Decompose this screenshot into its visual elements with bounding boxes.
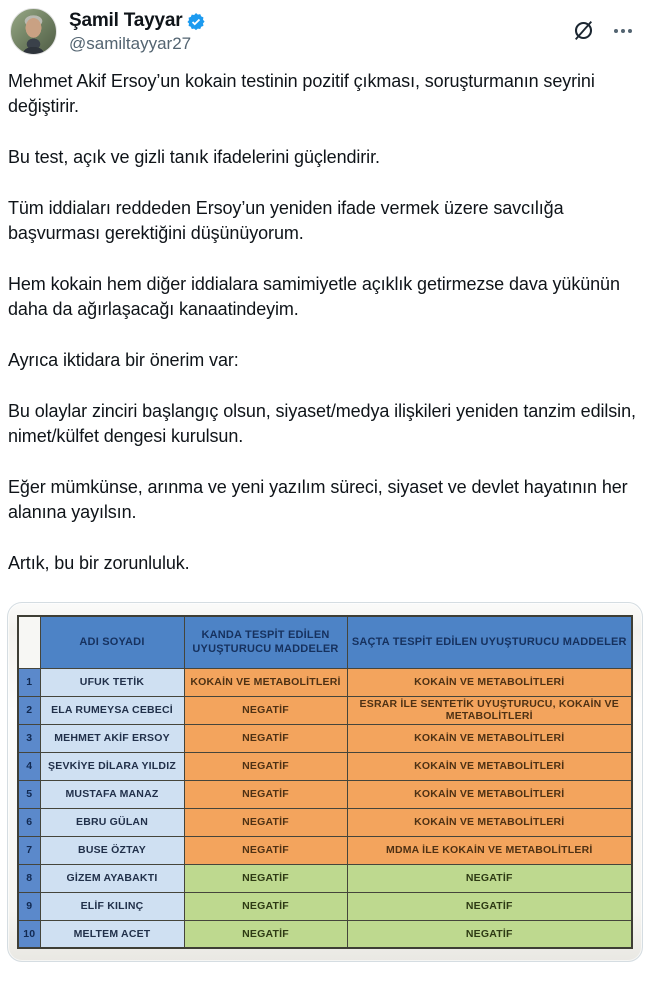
table-row [18, 836, 632, 864]
column-header-blood: KANDA TESPİT EDİLEN UYUŞTURUCU MADDELER [184, 616, 347, 668]
blood-result-cell: NEGATİF [184, 892, 347, 920]
tweet-media-image[interactable] [7, 602, 643, 962]
grok-actions-icon[interactable] [571, 18, 596, 43]
blood-result-cell: NEGATİF [184, 836, 347, 864]
person-name-cell: BUSE ÖZTAY [40, 836, 184, 864]
verified-badge-icon [186, 12, 206, 32]
tweet-paragraph: Bu test, açık ve gizli tanık ifadelerini güçlendirir. [8, 147, 380, 167]
table-row [18, 752, 632, 780]
column-header-name: ADI SOYADI [40, 616, 184, 668]
hair-result-cell: NEGATİF [347, 920, 632, 948]
header-actions [571, 8, 640, 43]
table-row [18, 892, 632, 920]
hair-result-cell: MDMA İLE KOKAİN VE METABOLİTLERİ [347, 836, 632, 864]
hair-result-cell: KOKAİN VE METABOLİTLERİ [347, 724, 632, 752]
tweet-paragraph: Bu olaylar zinciri başlangıç olsun, siyaset/medya ilişkileri yeniden tanzim edilsin, nimet/külfet dengesi kurulsun. [8, 401, 636, 446]
person-name-cell: EBRU GÜLAN [40, 808, 184, 836]
row-number-cell: 5 [18, 780, 40, 808]
column-header-hair: SAÇTA TESPİT EDİLEN UYUŞTURUCU MADDELER [347, 616, 632, 668]
blood-result-cell: KOKAİN VE METABOLİTLERİ [184, 668, 347, 696]
person-name-cell: UFUK TETİK [40, 668, 184, 696]
hair-result-cell: ESRAR İLE SENTETİK UYUŞTURUCU, KOKAİN VE METABOLİTLERİ [347, 696, 632, 724]
table-row [18, 696, 632, 724]
row-number-cell: 9 [18, 892, 40, 920]
blood-result-cell: NEGATİF [184, 780, 347, 808]
tweet-paragraph: Artık, bu bir zorunluluk. [8, 553, 190, 573]
hair-result-cell: NEGATİF [347, 864, 632, 892]
hair-result-cell: KOKAİN VE METABOLİTLERİ [347, 780, 632, 808]
tweet-paragraph: Tüm iddiaları reddeden Ersoy’un yeniden ifade vermek üzere savcılığa başvurması gerektiğini düşünüyorum. [8, 198, 564, 243]
table-header-row [18, 616, 632, 668]
display-name[interactable]: Şamil Tayyar [69, 10, 183, 31]
blood-result-cell: NEGATİF [184, 696, 347, 724]
more-options-icon[interactable] [614, 29, 632, 33]
row-number-cell: 2 [18, 696, 40, 724]
person-name-cell: GİZEM AYABAKTI [40, 864, 184, 892]
person-name-cell: ŞEVKİYE DİLARA YILDIZ [40, 752, 184, 780]
row-number-cell: 3 [18, 724, 40, 752]
corner-header-cell [18, 616, 40, 668]
hair-result-cell: KOKAİN VE METABOLİTLERİ [347, 668, 632, 696]
table-row [18, 864, 632, 892]
person-name-cell: ELİF KILINÇ [40, 892, 184, 920]
blood-result-cell: NEGATİF [184, 808, 347, 836]
table-row [18, 920, 632, 948]
person-name-cell: MUSTAFA MANAZ [40, 780, 184, 808]
table-row [18, 780, 632, 808]
blood-result-cell: NEGATİF [184, 864, 347, 892]
row-number-cell: 6 [18, 808, 40, 836]
hair-result-cell: NEGATİF [347, 892, 632, 920]
table-row [18, 668, 632, 696]
avatar[interactable] [10, 8, 57, 55]
tweet-paragraph: Mehmet Akif Ersoy’un kokain testinin pozitif çıkması, soruşturmanın seyrini değiştirir. [8, 71, 595, 116]
row-number-cell: 4 [18, 752, 40, 780]
row-number-cell: 1 [18, 668, 40, 696]
blood-result-cell: NEGATİF [184, 920, 347, 948]
person-name-cell: MELTEM ACET [40, 920, 184, 948]
blood-result-cell: NEGATİF [184, 752, 347, 780]
results-table-body [18, 668, 632, 948]
drug-test-results-table [17, 615, 633, 949]
tweet-paragraph: Hem kokain hem diğer iddialara samimiyetle açıklık getirmezse dava yükünün daha da ağırlaşacağı kanaatindeyim. [8, 274, 620, 319]
row-number-cell: 10 [18, 920, 40, 948]
table-row [18, 808, 632, 836]
tweet-paragraph: Eğer mümkünse, arınma ve yeni yazılım süreci, siyaset ve devlet hayatının her alanına yayılsın. [8, 477, 628, 522]
hair-result-cell: KOKAİN VE METABOLİTLERİ [347, 752, 632, 780]
tweet-paragraph: Ayrıca iktidara bir önerim var: [8, 350, 239, 370]
row-number-cell: 7 [18, 836, 40, 864]
person-name-cell: ELA RUMEYSA CEBECİ [40, 696, 184, 724]
hair-result-cell: KOKAİN VE METABOLİTLERİ [347, 808, 632, 836]
row-number-cell: 8 [18, 864, 40, 892]
blood-result-cell: NEGATİF [184, 724, 347, 752]
identity-block [69, 8, 571, 54]
tweet-text [0, 55, 650, 576]
user-handle[interactable]: @samiltayyar27 [69, 34, 192, 53]
person-name-cell: MEHMET AKİF ERSOY [40, 724, 184, 752]
tweet-header [0, 0, 650, 55]
table-row [18, 724, 632, 752]
